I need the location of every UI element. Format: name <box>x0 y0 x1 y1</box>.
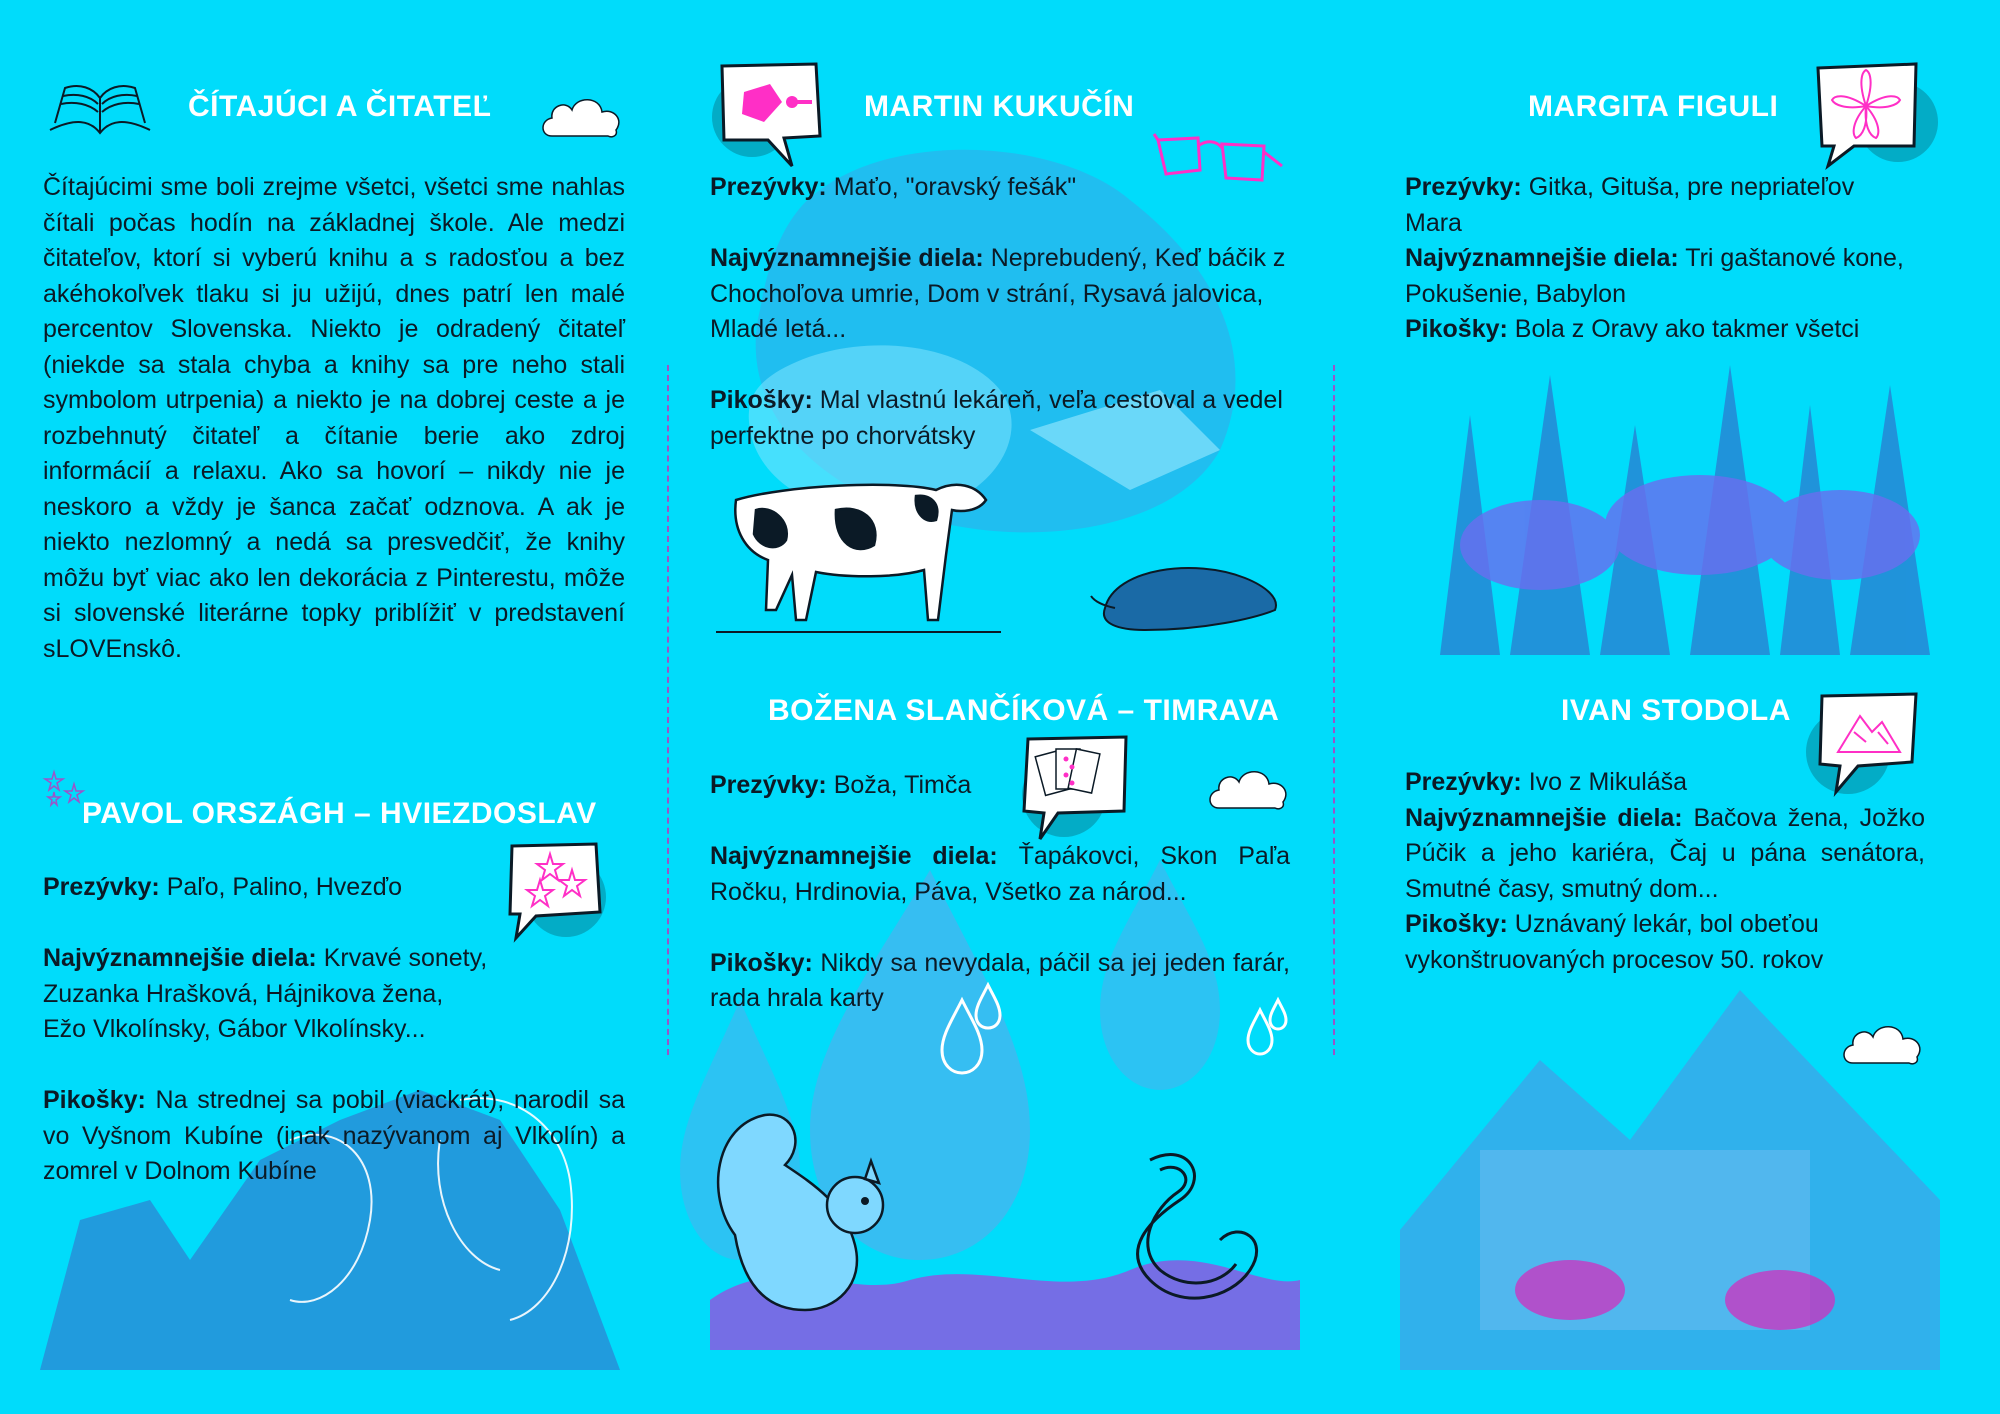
kukucin-pikosky-value: Mal vlastnú lekáreň, veľa cestoval a vedel perfektne po chorvátsky <box>710 386 1283 450</box>
hviezdoslav-diela-line2: Zuzanka Hrašková, Hájnikova žena, <box>43 979 444 1008</box>
hviezdoslav-diela-line1: Krvavé sonety, <box>323 944 488 972</box>
section-title-stodola: IVAN STODOLA <box>1561 694 1791 727</box>
prezyvky-label: Prezývky: <box>710 771 827 799</box>
prezyvky-label: Prezývky: <box>43 873 160 901</box>
timrava-prezyvky-value: Boža, Timča <box>833 771 972 799</box>
timrava-prezyvky <box>710 768 1290 804</box>
open-book-icon <box>45 78 155 138</box>
pikosky-label: Pikošky: <box>710 386 813 414</box>
kukucin-prezyvky-value: Maťo, "oravský fešák" <box>833 173 1077 201</box>
stodola-pikosky <box>1405 907 1925 978</box>
mole-illustration <box>1085 548 1285 638</box>
diela-label: Najvýznamnejšie diela: <box>43 944 317 972</box>
figuli-diela-value: Tri gaštanové kone, Pokušenie, Babylon <box>1405 244 1904 308</box>
cloud-icon <box>538 88 626 144</box>
keys-speech-bubble-icon <box>712 62 842 172</box>
prezyvky-label: Prezývky: <box>710 173 827 201</box>
section-title-citajuci: ČÍTAJÚCI A ČITATEĽ <box>188 90 492 123</box>
kukucin-diela <box>710 241 1290 348</box>
figuli-pikosky <box>1405 312 1945 348</box>
hviezdoslav-prezyvky-value: Paľo, Palino, Hvezďo <box>166 873 402 901</box>
stodola-diela <box>1405 801 1925 908</box>
figuli-prezyvky <box>1405 170 1905 241</box>
stodola-prezyvky-value: Ivo z Mikuláša <box>1528 768 1688 796</box>
diela-label: Najvýznamnejšie diela: <box>1405 244 1679 272</box>
snake-illustration <box>1100 1140 1270 1320</box>
hviezdoslav-diela <box>43 941 625 977</box>
hviezdoslav-diela-line3: Ežo Vlkolínsky, Gábor Vlkolínsky... <box>43 1015 426 1043</box>
timrava-pikosky-value: Nikdy sa nevydala, páčil sa jej jeden farár, rada hrala karty <box>710 948 1290 1012</box>
diela-label: Najvýznamnejšie diela: <box>1405 803 1683 832</box>
intro-paragraph: Čítajúcimi sme boli zrejme všetci, všetci sme nahlas čítali počas hodín na základnej škole. Ale medzi čitateľov, ktorí si vyberú knihu a s radosťou a bez akéhokoľvek tlaku si ju užijú, dnes patrí len malé percentov Slovenska. Niekto je odradený čitateľ (niekde sa stala chyba a knihy sa pre neho stali symbolom utrpenia) a niekto je na dobrej ceste a je rozbehnutý čitateľ a čítanie berie ako zdroj informácií a relaxu. Ako sa hovorí – nikdy nie je neskoro a vždy je šanca začať odznova. A ak je niekto nezlomný a nedá sa presvedčiť, že knihy môžu byť viac ako len dekorácia z Pinterestu, môže si slovenské literárne topky priblížiť v predstavení sLOVEnskô. <box>43 173 625 663</box>
figuli-pikosky-value: Bola z Oravy ako takmer všetci <box>1514 315 1860 343</box>
hviezdoslav-prezyvky <box>43 870 625 906</box>
hviezdoslav-pikosky <box>43 1083 625 1190</box>
timrava-pikosky <box>710 946 1290 1017</box>
hviezdoslav-info <box>43 870 625 1190</box>
stodola-info <box>1405 765 1925 978</box>
squirrel-illustration <box>705 1095 895 1320</box>
prezyvky-label: Prezývky: <box>1405 768 1522 796</box>
section-title-kukucin: MARTIN KUKUČÍN <box>864 90 1135 123</box>
stodola-diela-value: Bačova žena, Jožko Púčik a jeho kariéra, Čaj u pána senátora, Smutné časy, smutný dom... <box>1405 803 1925 903</box>
kukucin-prezyvky <box>710 170 1290 206</box>
pikosky-label: Pikošky: <box>1405 910 1508 938</box>
pikosky-label: Pikošky: <box>1405 315 1508 343</box>
prezyvky-label: Prezývky: <box>1405 173 1522 201</box>
timrava-diela-value: Ťapákovci, Skon Paľa Ročku, Hrdinovia, Páva, Všetko za národ... <box>710 842 1291 906</box>
figuli-prezyvky-value: Gitka, Gituša, pre nepriateľov Mara <box>1405 173 1855 237</box>
cow-illustration <box>716 460 1001 645</box>
column-divider-right <box>1333 365 1335 1055</box>
column-divider-left <box>667 365 669 1055</box>
stodola-prezyvky <box>1405 765 1925 801</box>
flower-speech-bubble-icon <box>1808 62 1938 172</box>
kukucin-info <box>710 170 1290 454</box>
stodola-pikosky-value: Uznávaný lekár, bol obeťou vykonštruovaných procesov 50. rokov <box>1405 910 1824 974</box>
section-title-timrava: BOŽENA SLANČÍKOVÁ – TIMRAVA <box>768 694 1280 727</box>
section-title-figuli: MARGITA FIGULI <box>1528 90 1779 123</box>
cloud-icon <box>1838 1015 1928 1071</box>
kukucin-diela-value: Neprebudený, Keď báčik z Chochoľova umrie, Dom v strání, Rysavá jalovica, Mladé letá... <box>710 244 1286 343</box>
horses-and-trees-illustration <box>1400 355 1940 655</box>
diela-label: Najvýznamnejšie diela: <box>710 244 984 272</box>
timrava-diela <box>710 839 1290 910</box>
timrava-info <box>710 768 1290 1017</box>
kukucin-pikosky <box>710 383 1290 454</box>
pikosky-label: Pikošky: <box>43 1086 146 1114</box>
figuli-diela <box>1405 241 1905 312</box>
section-title-hviezdoslav: PAVOL ORSZÁGH – HVIEZDOSLAV <box>82 797 597 830</box>
hviezdoslav-pikosky-value: Na strednej sa pobil (viackrát), narodil sa vo Vyšnom Kubíne (inak nazývanom aj Vlkolín) a zomrel v Dolnom Kubíne <box>43 1086 625 1185</box>
diela-label: Najvýznamnejšie diela: <box>710 842 998 870</box>
pikosky-label: Pikošky: <box>710 948 813 977</box>
figuli-info <box>1405 170 1945 348</box>
